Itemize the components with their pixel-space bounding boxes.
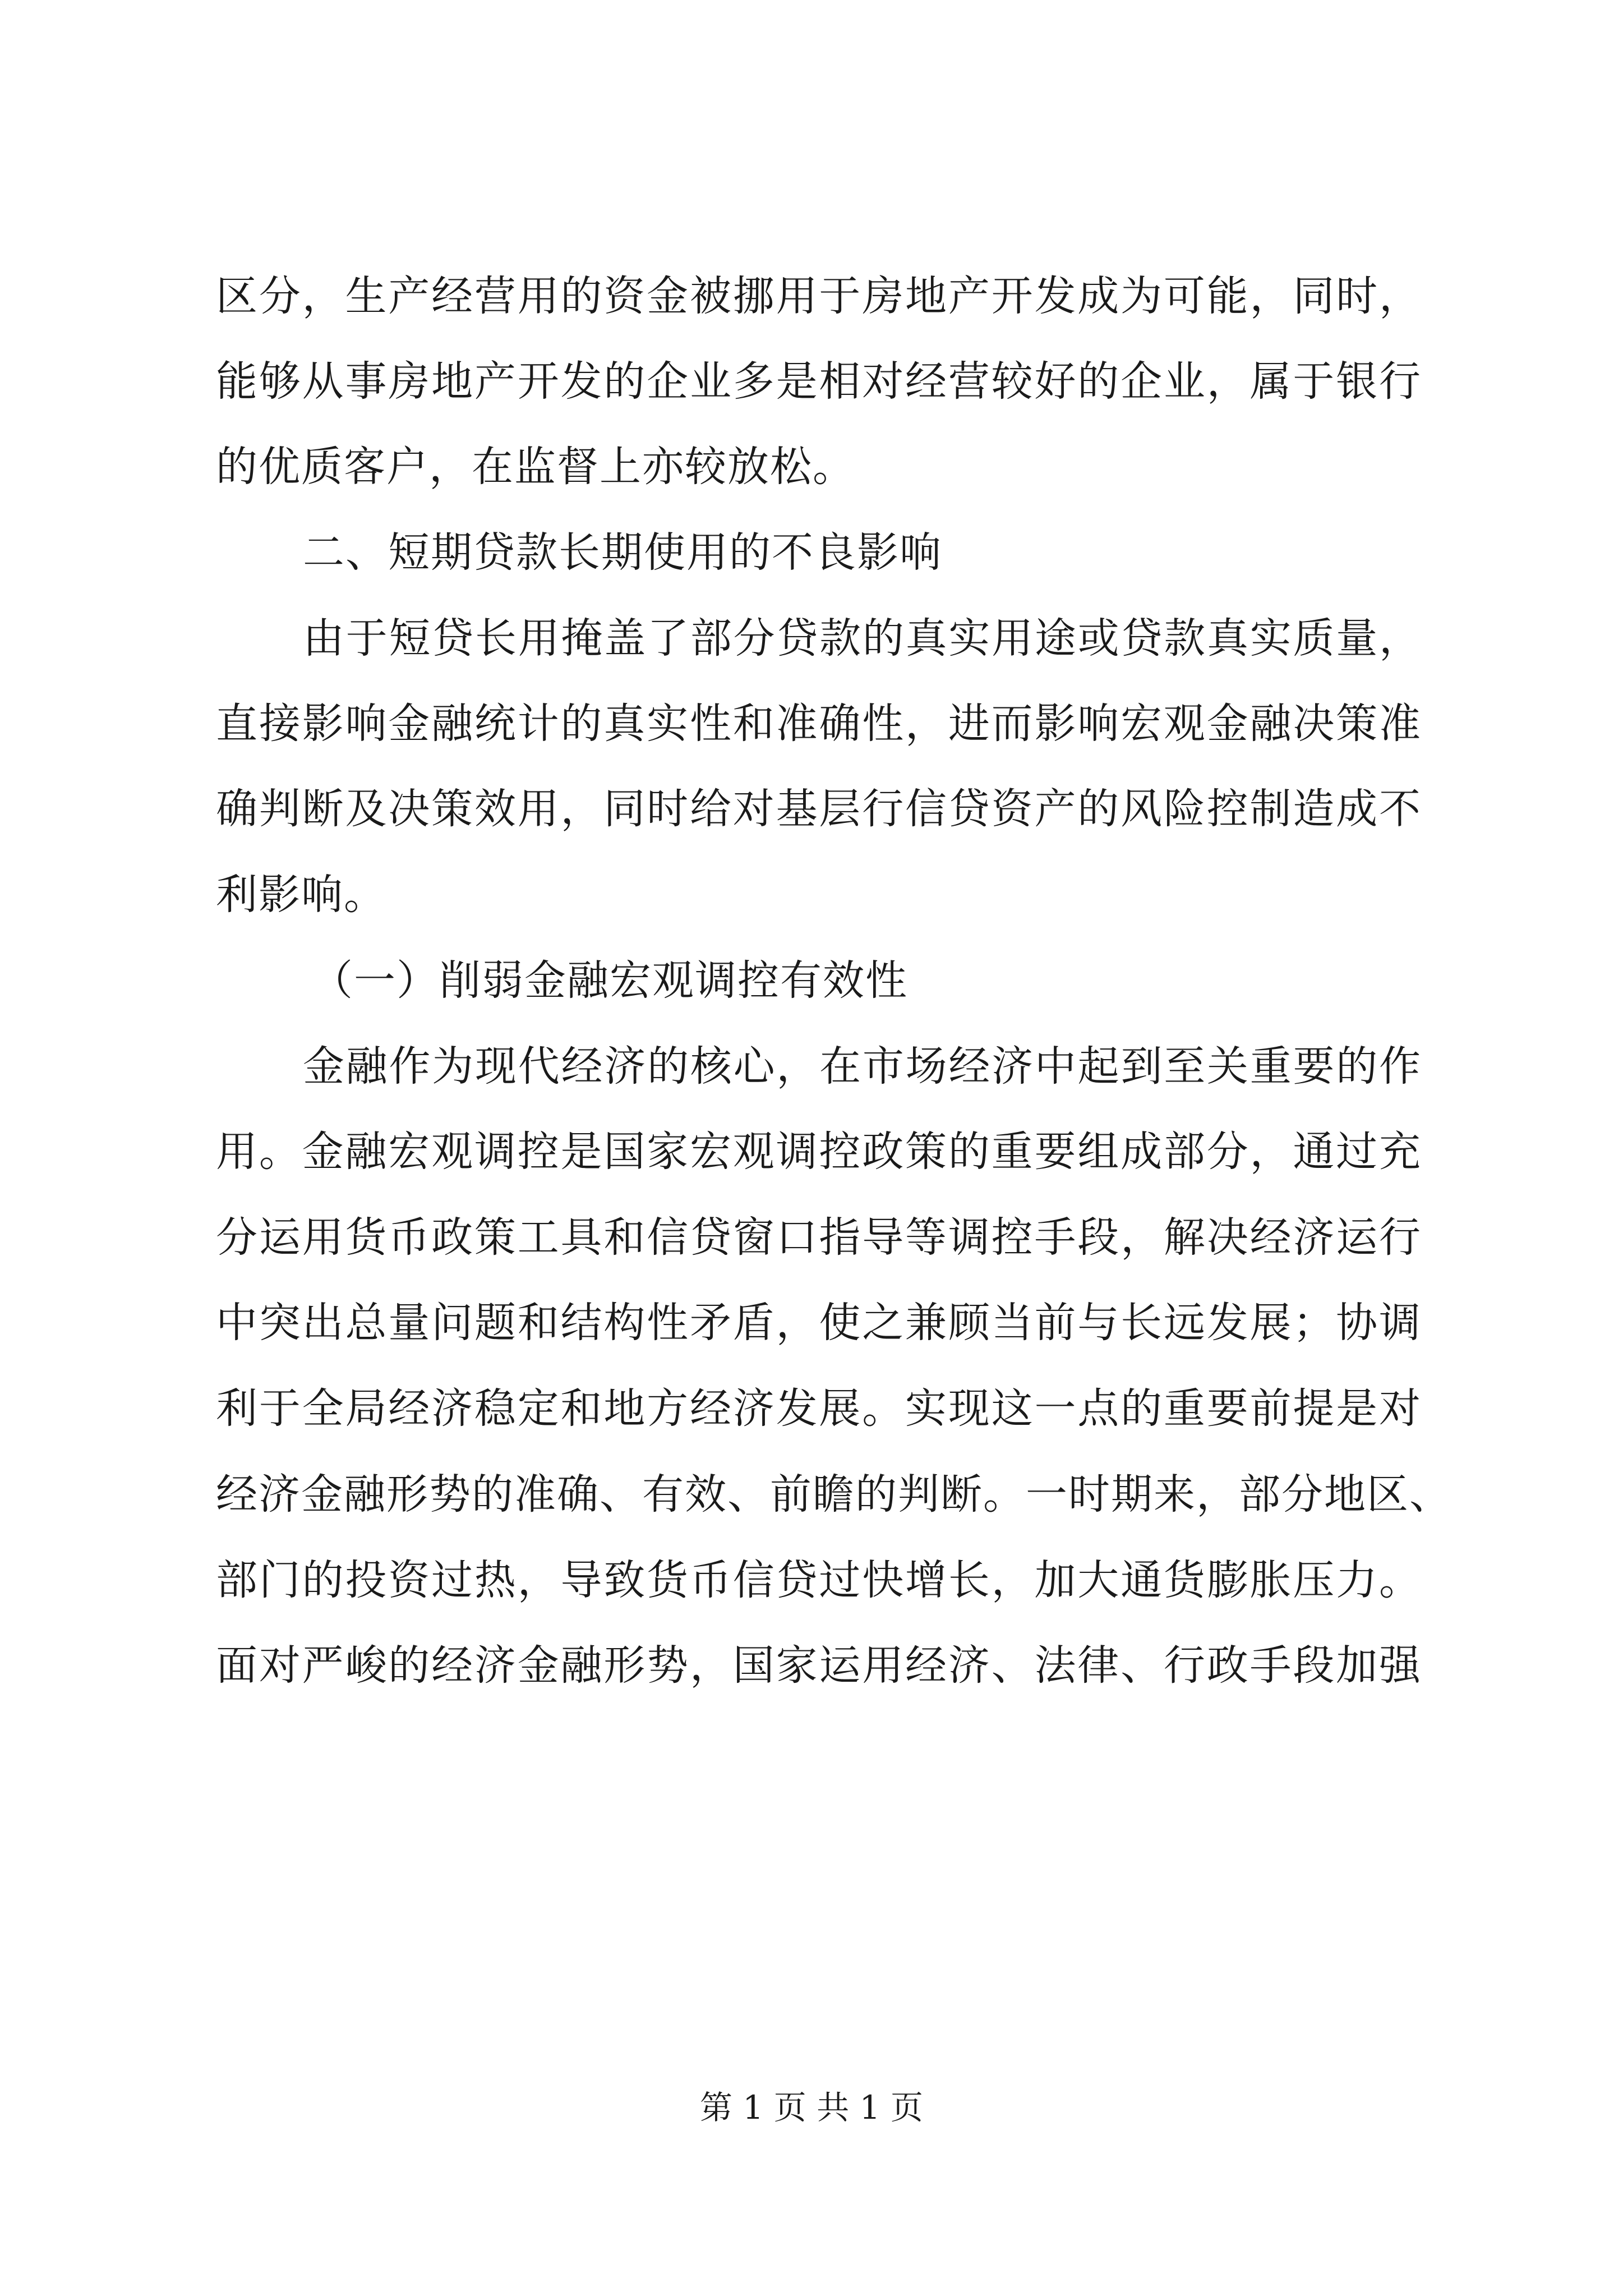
body-text-line: 分运用货币政策工具和信贷窗口指导等调控手段，解决经济运行 — [216, 1213, 1422, 1262]
body-text-line: 区分，生产经营用的资金被挪用于房地产开发成为可能，同时， — [216, 272, 1422, 320]
paragraph-first-line: 金融作为现代经济的核心，在市场经济中起到至关重要的作 — [303, 1042, 1422, 1091]
body-text-line: 直接影响金融统计的真实性和准确性，进而影响宏观金融决策准 — [216, 700, 1422, 748]
body-text-line: 能够从事房地产开发的企业多是相对经营较好的企业，属于银行 — [216, 357, 1422, 406]
body-text-line: 利影响。 — [216, 871, 386, 919]
body-text-line: 的优质客户，在监督上亦较放松。 — [216, 443, 855, 491]
body-text-line: 中突出总量问题和结构性矛盾，使之兼顾当前与长远发展；协调 — [216, 1299, 1422, 1347]
body-text-line: 确判断及决策效用，同时给对基层行信贷资产的风险控制造成不 — [216, 785, 1422, 833]
section-heading: 二、短期贷款长期使用的不良影响 — [303, 528, 942, 577]
body-text-line: 部门的投资过热，导致货币信贷过快增长，加大通货膨胀压力。 — [216, 1556, 1422, 1604]
paragraph-first-line: 由于短贷长用掩盖了部分贷款的真实用途或贷款真实质量， — [303, 614, 1422, 662]
subsection-heading: （一）削弱金融宏观调控有效性 — [311, 956, 908, 1005]
body-text-line: 用。金融宏观调控是国家宏观调控政策的重要组成部分，通过充 — [216, 1128, 1422, 1176]
body-text-line: 面对严峻的经济金融形势，国家运用经济、法律、行政手段加强 — [216, 1641, 1422, 1690]
body-text-line: 经济金融形势的准确、有效、前瞻的判断。一时期来，部分地区、 — [216, 1470, 1452, 1519]
body-text-line: 利于全局经济稳定和地方经济发展。实现这一点的重要前提是对 — [216, 1384, 1422, 1433]
page-number-footer: 第 1 页 共 1 页 — [700, 2088, 923, 2127]
